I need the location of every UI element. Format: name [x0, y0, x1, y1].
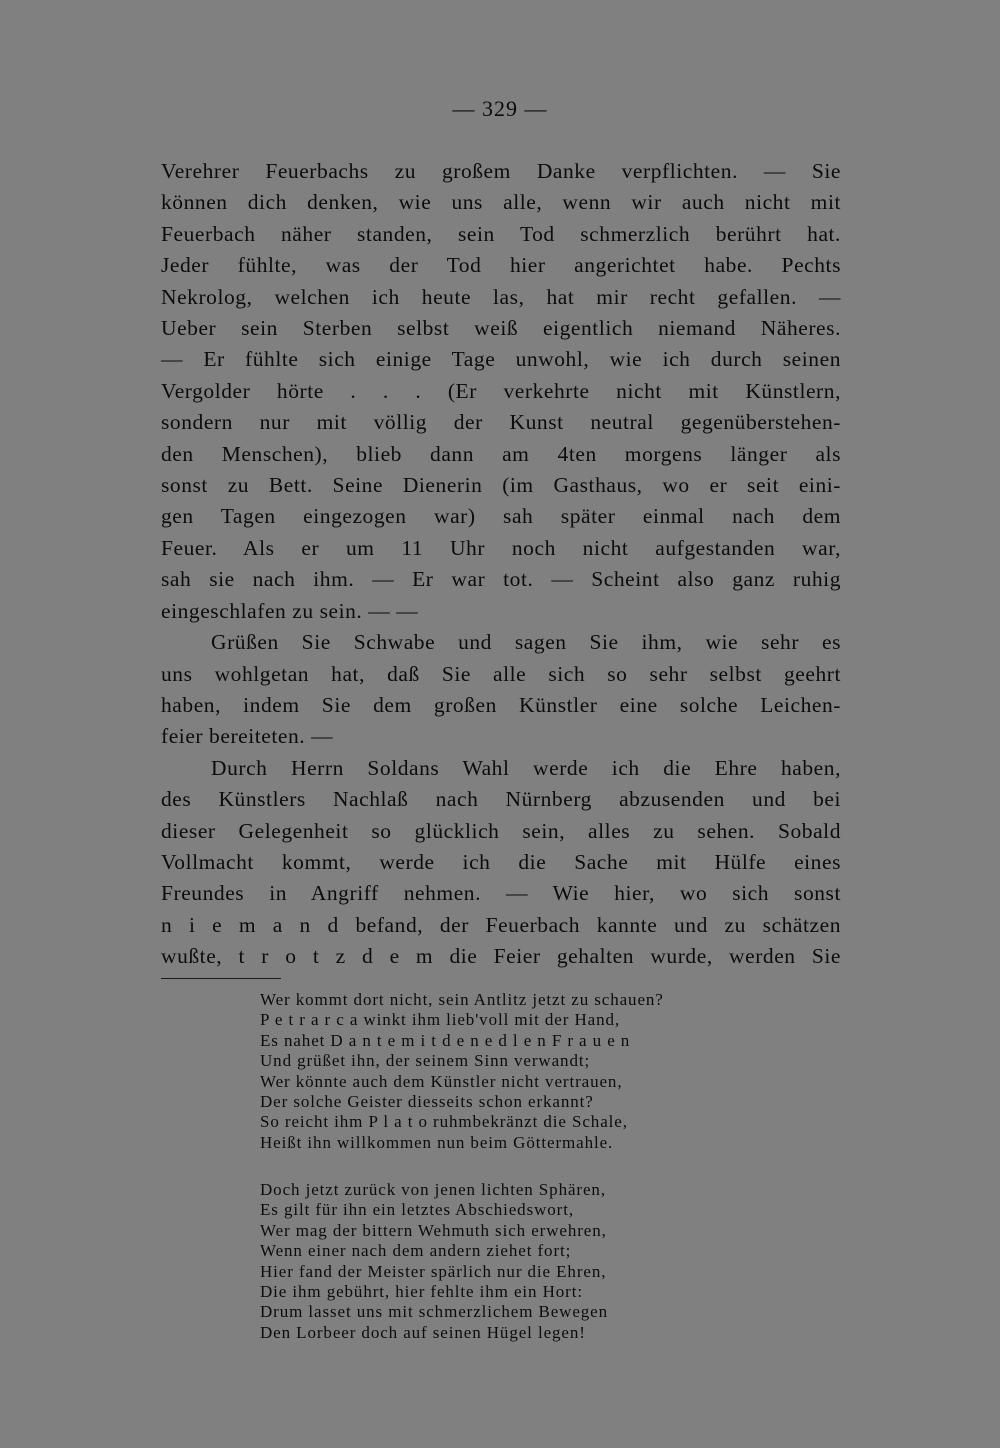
text-line: Jeder fühlte, was der Tod hier angerichtet habe. Pechts — [161, 253, 841, 278]
poem-line: Die ihm gebührt, hier fehlte ihm ein Hort: — [260, 1282, 583, 1302]
text-line: feier bereiteten. — — [161, 724, 334, 749]
text-line: sonst zu Bett. Seine Dienerin (im Gasthaus, wo er seit eini- — [161, 473, 841, 498]
text-line: wußte, t r o t z d e m die Feier gehalten wurde, werden Sie — [161, 944, 841, 969]
footnote-divider — [161, 978, 281, 979]
poem-line: Hier fand der Meister spärlich nur die Ehren, — [260, 1261, 607, 1281]
poem-line: Heißt ihn willkommen nun beim Göttermahle. — [260, 1132, 614, 1152]
text-line: Freundes in Angriff nehmen. — Wie hier, wo sich sonst — [161, 881, 841, 906]
poem-line: Es nahet D a n t e m i t d e n e d l e n F r a u e n — [260, 1030, 631, 1050]
poem-line: Und grüßet ihn, der seinem Sinn verwandt; — [260, 1051, 591, 1071]
poem-line: Wer kommt dort nicht, sein Antlitz jetzt zu schauen? — [260, 990, 664, 1009]
text-line: haben, indem Sie dem großen Künstler eine solche Leichen- — [161, 692, 841, 717]
text-line: n i e m a n d befand, der Feuerbach kannte und zu schätzen — [161, 912, 841, 937]
text-line: eingeschlafen zu sein. — — — [161, 598, 419, 623]
poem-stanza-2 — [260, 1180, 780, 1343]
poem-line: Es gilt für ihn ein letztes Abschiedswort, — [260, 1200, 574, 1220]
text-line: Nekrolog, welchen ich heute las, hat mir recht gefallen. — — [161, 284, 841, 309]
text-line: Feuerbach näher standen, sein Tod schmerzlich berührt hat. — [161, 221, 841, 246]
text-line: des Künstlers Nachlaß nach Nürnberg abzusenden und bei — [161, 787, 841, 812]
text-line: Verehrer Feuerbachs zu großem Danke verpflichten. — Sie — [161, 159, 841, 183]
poem-line: So reicht ihm P l a t o ruhmbekränzt die Schale, — [260, 1112, 628, 1132]
text-line: Durch Herrn Soldans Wahl werde ich die Ehre haben, — [211, 755, 841, 780]
poem-line: Doch jetzt zurück von jenen lichten Sphären, — [260, 1180, 606, 1199]
poem-line: Drum lasset uns mit schmerzlichem Bewegen — [260, 1302, 609, 1322]
text-line: Vergolder hörte . . . (Er verkehrte nicht mit Künstlern, — [161, 378, 841, 403]
main-text — [161, 156, 841, 973]
text-line: — Er fühlte sich einige Tage unwohl, wie ich durch seinen — [161, 347, 841, 372]
poem-line: Den Lorbeer doch auf seinen Hügel legen! — [260, 1322, 586, 1342]
text-line: den Menschen), blieb dann am 4ten morgens länger als — [161, 441, 841, 466]
text-line: können dich denken, wie uns alle, wenn wir auch nicht mit — [161, 190, 841, 215]
text-line: Grüßen Sie Schwabe und sagen Sie ihm, wie sehr es — [211, 630, 841, 655]
poem-line: Wenn einer nach dem andern ziehet fort; — [260, 1241, 572, 1261]
poem-stanza-1 — [260, 990, 780, 1153]
text-line: Feuer. Als er um 11 Uhr noch nicht aufgestanden war, — [161, 535, 841, 560]
poem-line: Wer mag der bittern Wehmuth sich erwehren, — [260, 1220, 607, 1240]
text-line: sah sie nach ihm. — Er war tot. — Scheint also ganz ruhig — [161, 567, 841, 592]
text-line: dieser Gelegenheit so glücklich sein, alles zu sehen. Sobald — [161, 818, 841, 843]
text-line: sondern nur mit völlig der Kunst neutral gegenüberstehen- — [161, 410, 841, 435]
page-number: — 329 — — [452, 96, 548, 121]
text-line: Ueber sein Sterben selbst weiß eigentlich niemand Näheres. — [161, 316, 841, 341]
text-line: uns wohlgetan hat, daß Sie alle sich so sehr selbst geehrt — [161, 661, 841, 686]
poem-line: Wer könnte auch dem Künstler nicht vertrauen, — [260, 1071, 623, 1091]
text-line: Vollmacht kommt, werde ich die Sache mit Hülfe eines — [161, 849, 841, 874]
poem-line: P e t r a r c a winkt ihm lieb'voll mit der Hand, — [260, 1010, 621, 1030]
poem-line: Der solche Geister diesseits schon erkannt? — [260, 1092, 594, 1112]
text-line: gen Tagen eingezogen war) sah später einmal nach dem — [161, 504, 841, 529]
